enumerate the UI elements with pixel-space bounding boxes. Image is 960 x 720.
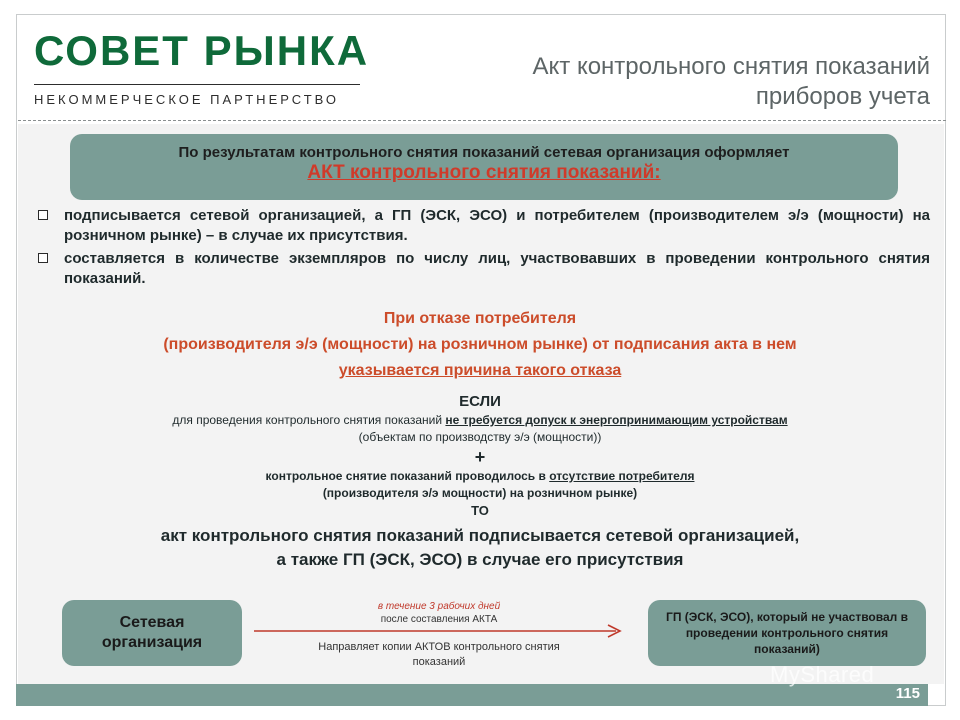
then-word: ТО: [471, 503, 489, 518]
logo-subtitle: НЕКОММЕРЧЕСКОЕ ПАРТНЕРСТВО: [34, 92, 340, 107]
if-word: ЕСЛИ: [459, 393, 501, 410]
grid-organization-box: Сетевая организация: [62, 600, 242, 666]
intro-act-heading: АКТ контрольного снятия показаний:: [307, 162, 661, 183]
condition-1: [30, 412, 930, 429]
refusal-line-3: указывается причина такого отказа: [338, 362, 622, 379]
refusal-line-1: При отказе потребителя: [383, 310, 577, 327]
logo-divider: [34, 84, 360, 85]
bullet-text: подписывается сетевой организацией, а ГП (ЭСК, ЭСО) и потребителем (производителем э/э (мощности) на розничном рынке) – в случае их присутствия.: [64, 207, 930, 244]
conclusion: [30, 524, 930, 572]
refusal-line-2: (производителя э/э (мощности) на розничном рынке) от подписания акта в нем: [163, 336, 797, 353]
intro-box: [70, 134, 898, 200]
condition-1-underlined: не требуется допуск к энергопринимающим устройствам: [445, 413, 788, 427]
slide-title-line-2: приборов учета: [755, 83, 930, 110]
refusal-note: [40, 306, 920, 384]
condition-2: [30, 468, 930, 485]
arrow-caption-top: [300, 600, 578, 626]
condition-2-line-2: (производителя э/э мощности) на розничном рынке): [322, 486, 638, 500]
bullet-item: [36, 206, 930, 246]
condition-2-prefix: контрольное снятие показаний проводилось в: [265, 469, 550, 483]
slide-title: [410, 52, 930, 112]
checkbox-bullet-icon: [38, 210, 48, 220]
deadline-text: в течение 3 рабочих дней: [377, 601, 501, 612]
condition-2-underlined: отсутствие потребителя: [549, 469, 695, 483]
checkbox-bullet-icon: [38, 253, 48, 263]
slide-title-line-1: Акт контрольного снятия показаний: [532, 53, 930, 80]
after-text: после составления АКТА: [380, 614, 498, 625]
arrow-caption-bottom: Направляет копии АКТОВ контрольного снятия показаний: [318, 641, 560, 668]
bullet-item: [36, 249, 930, 289]
header-divider: [18, 120, 946, 121]
supplier-box: ГП (ЭСК, ЭСО), который не участвовал в проведении контрольного снятия показаний): [648, 600, 926, 666]
conclusion-line-1: акт контрольного снятия показаний подписывается сетевой организацией,: [160, 526, 800, 545]
logo-title: СОВЕТ РЫНКА: [34, 27, 370, 74]
condition-1-prefix: для проведения контрольного снятия показаний: [172, 413, 446, 427]
watermark: MyShared: [770, 662, 875, 687]
right-arrow-icon: [254, 624, 626, 638]
bullet-list: [36, 206, 930, 292]
plus-sign: +: [474, 447, 486, 467]
intro-text: По результатам контрольного снятия показаний сетевая организация оформляет: [178, 144, 790, 161]
condition-block: [30, 392, 930, 572]
conclusion-line-2: а также ГП (ЭСК, ЭСО) в случае его присутствия: [276, 550, 684, 569]
bullet-text: составляется в количестве экземпляров по числу лиц, участвовавших в проведении контрольного снятия показаний.: [64, 250, 930, 287]
page-number: 115: [895, 685, 920, 702]
condition-1-line-2: (объектам по производству э/э (мощности)): [358, 430, 602, 444]
